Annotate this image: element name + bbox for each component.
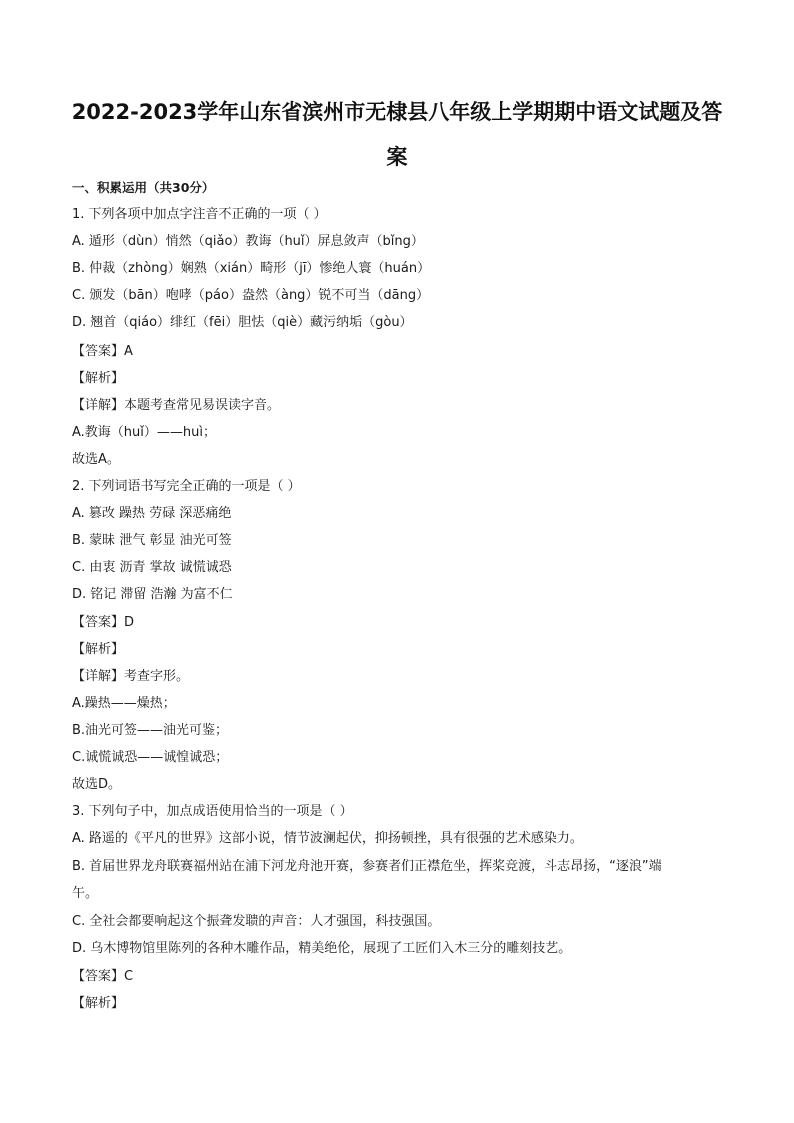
question-1-conclusion: 故选A。	[72, 452, 120, 467]
question-2-stem: 2. 下列词语书写完全正确的一项是（ ）	[72, 479, 301, 494]
question-3-analysis-label: 【解析】	[72, 996, 125, 1011]
question-2-option-a: A. 篡改 躁热 劳碌 深恶痛绝	[72, 506, 232, 521]
section-heading: 一、积累运用（共30分）	[72, 180, 215, 195]
question-3-option-d: D. 乌木博物馆里陈列的各种木雕作品，精美绝伦，展现了工匠们入木三分的雕刻技艺。	[72, 941, 572, 956]
question-3-option-a: A. 路遥的《平凡的世界》这部小说，情节波澜起伏，抑扬顿挫，具有很强的艺术感染力。	[72, 831, 583, 846]
question-2-detail: 【详解】考查字形。	[72, 669, 190, 684]
question-1-detail-line-1: A.教诲（huǐ）——huì；	[72, 425, 216, 440]
document-title-line-2: 案	[386, 145, 408, 169]
question-2-conclusion: 故选D。	[72, 777, 122, 792]
question-1-answer: 【答案】A	[72, 344, 133, 359]
question-2-option-b: B. 蒙昧 泄气 彰显 油光可签	[72, 533, 232, 548]
question-2-option-c: C. 由衷 沥青 掌故 诚慌诚恐	[72, 560, 232, 575]
question-1-option-c: C. 颁发（bān）咆哮（páo）盎然（àng）锐不可当（dāng）	[72, 288, 430, 303]
question-2-detail-line-2: B.油光可签——油光可鉴；	[72, 723, 229, 738]
question-2-detail-line-3: C.诚慌诚恐——诚惶诚恐；	[72, 750, 229, 765]
question-1-detail: 【详解】本题考查常见易误读字音。	[72, 398, 281, 413]
question-1-stem: 1. 下列各项中加点字注音不正确的一项（ ）	[72, 207, 327, 222]
question-2-option-d: D. 铭记 滞留 浩瀚 为富不仁	[72, 587, 233, 602]
question-3-option-b-line-2: 午。	[72, 886, 99, 901]
question-1-analysis-label: 【解析】	[72, 371, 125, 386]
question-3-option-b-line-1: B. 首届世界龙舟联赛福州站在浦下河龙舟池开赛，参赛者们正襟危坐，挥桨竞渡，斗志昂扬，“逐浪”端	[72, 859, 662, 874]
question-2-analysis-label: 【解析】	[72, 642, 125, 657]
question-2-detail-line-1: A.躁热——燥热；	[72, 696, 176, 711]
question-1-option-d: D. 翘首（qiáo）绯红（fēi）胆怯（qiè）藏污纳垢（gòu）	[72, 315, 413, 330]
question-3-answer: 【答案】C	[72, 969, 134, 984]
question-2-answer: 【答案】D	[72, 615, 135, 630]
question-3-option-c: C. 全社会都要响起这个振聋发聩的声音：人才强国，科技强国。	[72, 914, 441, 929]
question-3-stem: 3. 下列句子中，加点成语使用恰当的一项是（ ）	[72, 804, 353, 819]
question-1-option-a: A. 遁形（dùn）悄然（qiǎo）教诲（huǐ）屏息敛声（bǐng）	[72, 234, 424, 249]
question-1-option-b: B. 仲裁（zhòng）娴熟（xián）畸形（jī）惨绝人寰（huán）	[72, 261, 431, 276]
document-title-line-1: 2022-2023学年山东省滨州市无棣县八年级上学期期中语文试题及答	[71, 100, 723, 124]
